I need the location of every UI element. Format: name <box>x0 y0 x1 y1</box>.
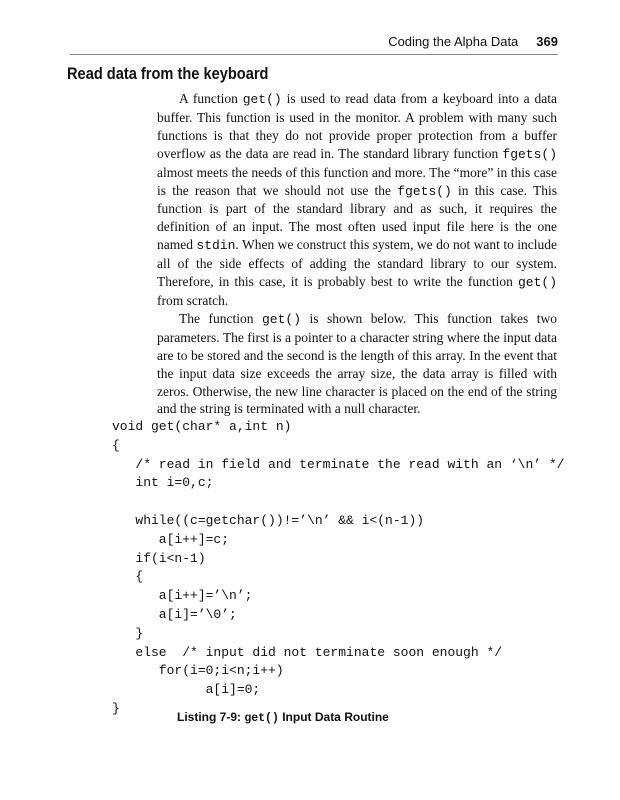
listing-caption <box>177 710 389 725</box>
caption-code: get() <box>244 712 279 725</box>
code-line: a[i++]=’\n’; <box>112 588 253 604</box>
header-rule <box>70 54 558 55</box>
code-line <box>112 493 564 512</box>
text-segment: . When we construct this system, we do not want to include all of the side effects of adding the standard library to our system. Therefore, in this case, it is probably best to write the function <box>157 237 557 290</box>
inline-code: fgets() <box>502 146 557 162</box>
inline-code: get() <box>242 92 282 107</box>
code-line: } <box>112 700 120 716</box>
code-line: /* read in field and terminate the read with an ‘\n’ */ <box>112 456 565 472</box>
section-heading: Read data from the keyboard <box>67 64 269 83</box>
text-segment: is used to read data from a keyboard into a data buffer. This function is used in the monitor. A problem with many such functions is that they do not provide proper protection from a buffer overflow as the data are read in. The standard library function <box>157 91 557 161</box>
text-segment: The function <box>179 310 262 326</box>
code-listing <box>112 418 564 719</box>
code-line: else /* input did not terminate soon enough */ <box>112 644 503 660</box>
code-line: a[i]=’\0’; <box>112 606 237 622</box>
text-segment: A function <box>179 91 243 106</box>
paragraph-1 <box>157 90 557 310</box>
inline-code: get() <box>261 311 301 327</box>
code-line: { <box>112 569 144 585</box>
body-text <box>157 90 557 418</box>
text-segment: in this case. This function is part of the standard library and as such, it requires the definition of an input. The most often used input file here is the one named <box>157 182 557 253</box>
text-segment: almost meets the needs of this function and more. The “more” in this case is the reason that we should not use the <box>157 164 557 198</box>
chapter-title: Coding the Alpha Data <box>388 34 519 49</box>
text-segment: from scratch. <box>157 292 229 308</box>
paragraph-2 <box>157 310 557 418</box>
code-line: while((c=getchar())!=’\n’ && i<(n-1)) <box>112 512 425 528</box>
code-line: int i=0,c; <box>112 475 214 491</box>
code-line: } <box>112 625 144 641</box>
inline-code: fgets() <box>397 183 452 199</box>
page-number: 369 <box>536 34 558 49</box>
text-segment: is shown below. This function takes two parameters. The first is a pointer to a character string where the input data are to be stored and the second is the length of this array. In the event that the input data size exceeds the array size, the data array is filled with zeros. Otherwise, the new line character is placed on the end of the string and the string is terminated with a null character. <box>157 310 557 417</box>
inline-code: stdin <box>196 238 236 254</box>
caption-prefix: Listing 7-9: <box>177 710 245 724</box>
code-line: { <box>112 437 120 453</box>
running-header <box>70 34 558 52</box>
code-line: a[i++]=c; <box>112 531 230 547</box>
caption-suffix: Input Data Routine <box>278 710 389 724</box>
code-line: if(i<n-1) <box>112 550 206 566</box>
inline-code: get() <box>517 275 557 291</box>
code-line: void get(char* a,int n) <box>112 419 292 434</box>
code-line: for(i=0;i<n;i++) <box>112 663 284 679</box>
code-line: a[i]=0; <box>112 682 261 698</box>
